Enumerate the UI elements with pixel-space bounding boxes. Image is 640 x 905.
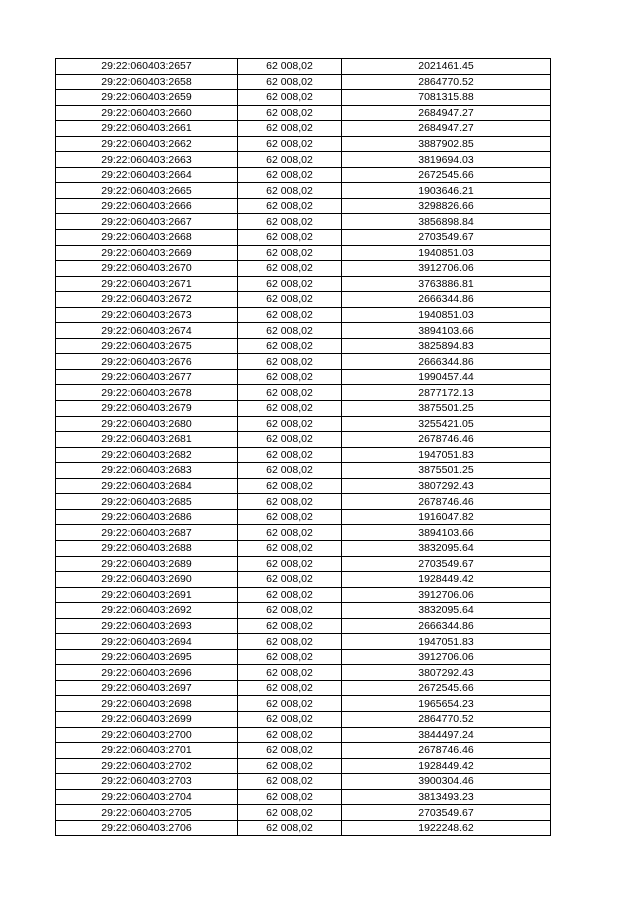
table-row xyxy=(56,820,551,836)
cadastral-number-cell: 29:22:060403:2686 xyxy=(56,509,238,525)
area-cell: 62 008,02 xyxy=(238,727,342,743)
table-row xyxy=(56,618,551,634)
cadastral-number-cell: 29:22:060403:2683 xyxy=(56,463,238,479)
cadastral-number-cell: 29:22:060403:2685 xyxy=(56,494,238,510)
table-row xyxy=(56,214,551,230)
table-row xyxy=(56,634,551,650)
cadastral-number-cell: 29:22:060403:2697 xyxy=(56,680,238,696)
table-row xyxy=(56,758,551,774)
cadastral-number-cell: 29:22:060403:2701 xyxy=(56,743,238,759)
cadastral-value-cell: 3894103.66 xyxy=(342,525,551,541)
area-cell: 62 008,02 xyxy=(238,618,342,634)
cadastral-number-cell: 29:22:060403:2676 xyxy=(56,354,238,370)
cadastral-value-cell: 1947051.83 xyxy=(342,634,551,650)
table-row xyxy=(56,276,551,292)
cadastral-number-cell: 29:22:060403:2691 xyxy=(56,587,238,603)
table-row xyxy=(56,74,551,90)
area-cell: 62 008,02 xyxy=(238,276,342,292)
cadastral-value-table xyxy=(55,58,551,836)
area-cell: 62 008,02 xyxy=(238,198,342,214)
area-cell: 62 008,02 xyxy=(238,121,342,137)
cadastral-number-cell: 29:22:060403:2663 xyxy=(56,152,238,168)
cadastral-value-cell: 1903646.21 xyxy=(342,183,551,199)
table-row xyxy=(56,198,551,214)
area-cell: 62 008,02 xyxy=(238,152,342,168)
cadastral-number-cell: 29:22:060403:2677 xyxy=(56,369,238,385)
area-cell: 62 008,02 xyxy=(238,59,342,75)
table-row xyxy=(56,665,551,681)
table-row xyxy=(56,556,551,572)
area-cell: 62 008,02 xyxy=(238,230,342,246)
table-row xyxy=(56,447,551,463)
area-cell: 62 008,02 xyxy=(238,136,342,152)
cadastral-value-cell: 2684947.27 xyxy=(342,105,551,121)
cadastral-value-cell: 2678746.46 xyxy=(342,743,551,759)
table-row xyxy=(56,478,551,494)
cadastral-number-cell: 29:22:060403:2706 xyxy=(56,820,238,836)
cadastral-value-cell: 2672545.66 xyxy=(342,680,551,696)
table-row xyxy=(56,121,551,137)
table-row xyxy=(56,711,551,727)
area-cell: 62 008,02 xyxy=(238,369,342,385)
table-row xyxy=(56,167,551,183)
area-cell: 62 008,02 xyxy=(238,587,342,603)
cadastral-number-cell: 29:22:060403:2695 xyxy=(56,649,238,665)
area-cell: 62 008,02 xyxy=(238,401,342,417)
area-cell: 62 008,02 xyxy=(238,90,342,106)
area-cell: 62 008,02 xyxy=(238,307,342,323)
table-row xyxy=(56,525,551,541)
area-cell: 62 008,02 xyxy=(238,758,342,774)
area-cell: 62 008,02 xyxy=(238,432,342,448)
table-row xyxy=(56,152,551,168)
cadastral-value-cell: 2703549.67 xyxy=(342,556,551,572)
area-cell: 62 008,02 xyxy=(238,572,342,588)
cadastral-number-cell: 29:22:060403:2694 xyxy=(56,634,238,650)
table-row xyxy=(56,136,551,152)
area-cell: 62 008,02 xyxy=(238,416,342,432)
cadastral-value-cell: 1922248.62 xyxy=(342,820,551,836)
area-cell: 62 008,02 xyxy=(238,494,342,510)
table-row xyxy=(56,261,551,277)
cadastral-value-cell: 3832095.64 xyxy=(342,603,551,619)
cadastral-number-cell: 29:22:060403:2684 xyxy=(56,478,238,494)
cadastral-number-cell: 29:22:060403:2670 xyxy=(56,261,238,277)
table-row xyxy=(56,572,551,588)
table-row xyxy=(56,59,551,75)
table-row xyxy=(56,680,551,696)
cadastral-value-cell: 2877172.13 xyxy=(342,385,551,401)
table-row xyxy=(56,416,551,432)
table-row xyxy=(56,230,551,246)
cadastral-number-cell: 29:22:060403:2688 xyxy=(56,540,238,556)
cadastral-value-cell: 2703549.67 xyxy=(342,230,551,246)
table-row xyxy=(56,696,551,712)
cadastral-number-cell: 29:22:060403:2703 xyxy=(56,774,238,790)
cadastral-value-cell: 2684947.27 xyxy=(342,121,551,137)
cadastral-value-cell: 1990457.44 xyxy=(342,369,551,385)
cadastral-value-cell: 3887902.85 xyxy=(342,136,551,152)
cadastral-value-cell: 2666344.86 xyxy=(342,292,551,308)
table-row xyxy=(56,727,551,743)
cadastral-number-cell: 29:22:060403:2672 xyxy=(56,292,238,308)
cadastral-number-cell: 29:22:060403:2682 xyxy=(56,447,238,463)
area-cell: 62 008,02 xyxy=(238,634,342,650)
cadastral-value-cell: 1928449.42 xyxy=(342,758,551,774)
cadastral-value-cell: 2864770.52 xyxy=(342,711,551,727)
table-row xyxy=(56,338,551,354)
area-cell: 62 008,02 xyxy=(238,167,342,183)
cadastral-number-cell: 29:22:060403:2678 xyxy=(56,385,238,401)
table-row xyxy=(56,743,551,759)
area-cell: 62 008,02 xyxy=(238,789,342,805)
cadastral-value-cell: 2666344.86 xyxy=(342,618,551,634)
cadastral-number-cell: 29:22:060403:2689 xyxy=(56,556,238,572)
cadastral-number-cell: 29:22:060403:2666 xyxy=(56,198,238,214)
table-row xyxy=(56,774,551,790)
table-row xyxy=(56,805,551,821)
cadastral-value-cell: 1947051.83 xyxy=(342,447,551,463)
area-cell: 62 008,02 xyxy=(238,525,342,541)
cadastral-number-cell: 29:22:060403:2668 xyxy=(56,230,238,246)
area-cell: 62 008,02 xyxy=(238,478,342,494)
table-row xyxy=(56,245,551,261)
cadastral-value-cell: 3298826.66 xyxy=(342,198,551,214)
table-row xyxy=(56,463,551,479)
cadastral-number-cell: 29:22:060403:2662 xyxy=(56,136,238,152)
cadastral-number-cell: 29:22:060403:2702 xyxy=(56,758,238,774)
area-cell: 62 008,02 xyxy=(238,105,342,121)
cadastral-number-cell: 29:22:060403:2680 xyxy=(56,416,238,432)
cadastral-value-cell: 3875501.25 xyxy=(342,463,551,479)
area-cell: 62 008,02 xyxy=(238,354,342,370)
table-row xyxy=(56,183,551,199)
cadastral-value-cell: 3900304.46 xyxy=(342,774,551,790)
cadastral-value-cell: 3894103.66 xyxy=(342,323,551,339)
cadastral-value-cell: 1965654.23 xyxy=(342,696,551,712)
area-cell: 62 008,02 xyxy=(238,540,342,556)
table-row xyxy=(56,90,551,106)
area-cell: 62 008,02 xyxy=(238,292,342,308)
table-row xyxy=(56,540,551,556)
area-cell: 62 008,02 xyxy=(238,509,342,525)
cadastral-value-cell: 3763886.81 xyxy=(342,276,551,292)
cadastral-number-cell: 29:22:060403:2660 xyxy=(56,105,238,121)
cadastral-value-cell: 2666344.86 xyxy=(342,354,551,370)
area-cell: 62 008,02 xyxy=(238,696,342,712)
area-cell: 62 008,02 xyxy=(238,338,342,354)
area-cell: 62 008,02 xyxy=(238,261,342,277)
cadastral-number-cell: 29:22:060403:2658 xyxy=(56,74,238,90)
cadastral-number-cell: 29:22:060403:2667 xyxy=(56,214,238,230)
cadastral-value-cell: 3912706.06 xyxy=(342,587,551,603)
cadastral-number-cell: 29:22:060403:2674 xyxy=(56,323,238,339)
cadastral-value-cell: 2703549.67 xyxy=(342,805,551,821)
cadastral-number-cell: 29:22:060403:2664 xyxy=(56,167,238,183)
cadastral-value-cell: 7081315.88 xyxy=(342,90,551,106)
cadastral-number-cell: 29:22:060403:2693 xyxy=(56,618,238,634)
cadastral-number-cell: 29:22:060403:2659 xyxy=(56,90,238,106)
area-cell: 62 008,02 xyxy=(238,820,342,836)
cadastral-number-cell: 29:22:060403:2698 xyxy=(56,696,238,712)
table-row xyxy=(56,649,551,665)
cadastral-number-cell: 29:22:060403:2690 xyxy=(56,572,238,588)
table-row xyxy=(56,494,551,510)
cadastral-number-cell: 29:22:060403:2673 xyxy=(56,307,238,323)
area-cell: 62 008,02 xyxy=(238,74,342,90)
table-row xyxy=(56,432,551,448)
cadastral-value-cell: 1940851.03 xyxy=(342,245,551,261)
table-row xyxy=(56,603,551,619)
table-row xyxy=(56,587,551,603)
cadastral-number-cell: 29:22:060403:2704 xyxy=(56,789,238,805)
table-row xyxy=(56,323,551,339)
area-cell: 62 008,02 xyxy=(238,649,342,665)
cadastral-number-cell: 29:22:060403:2657 xyxy=(56,59,238,75)
cadastral-value-cell: 3807292.43 xyxy=(342,665,551,681)
cadastral-number-cell: 29:22:060403:2681 xyxy=(56,432,238,448)
area-cell: 62 008,02 xyxy=(238,183,342,199)
area-cell: 62 008,02 xyxy=(238,805,342,821)
cadastral-value-cell: 2678746.46 xyxy=(342,494,551,510)
cadastral-number-cell: 29:22:060403:2696 xyxy=(56,665,238,681)
cadastral-value-cell: 2021461.45 xyxy=(342,59,551,75)
cadastral-value-cell: 3856898.84 xyxy=(342,214,551,230)
cadastral-value-cell: 3844497.24 xyxy=(342,727,551,743)
cadastral-number-cell: 29:22:060403:2692 xyxy=(56,603,238,619)
cadastral-value-cell: 2864770.52 xyxy=(342,74,551,90)
area-cell: 62 008,02 xyxy=(238,323,342,339)
cadastral-number-cell: 29:22:060403:2700 xyxy=(56,727,238,743)
cadastral-value-cell: 3912706.06 xyxy=(342,649,551,665)
table-body xyxy=(56,59,551,836)
area-cell: 62 008,02 xyxy=(238,603,342,619)
area-cell: 62 008,02 xyxy=(238,711,342,727)
area-cell: 62 008,02 xyxy=(238,214,342,230)
area-cell: 62 008,02 xyxy=(238,665,342,681)
cadastral-number-cell: 29:22:060403:2665 xyxy=(56,183,238,199)
cadastral-value-cell: 3825894.83 xyxy=(342,338,551,354)
cadastral-number-cell: 29:22:060403:2699 xyxy=(56,711,238,727)
cadastral-value-cell: 3807292.43 xyxy=(342,478,551,494)
area-cell: 62 008,02 xyxy=(238,680,342,696)
area-cell: 62 008,02 xyxy=(238,463,342,479)
cadastral-number-cell: 29:22:060403:2705 xyxy=(56,805,238,821)
cadastral-value-cell: 1916047.82 xyxy=(342,509,551,525)
cadastral-value-cell: 2678746.46 xyxy=(342,432,551,448)
table-row xyxy=(56,307,551,323)
table-row xyxy=(56,369,551,385)
cadastral-value-cell: 3813493.23 xyxy=(342,789,551,805)
cadastral-number-cell: 29:22:060403:2679 xyxy=(56,401,238,417)
cadastral-number-cell: 29:22:060403:2661 xyxy=(56,121,238,137)
cadastral-number-cell: 29:22:060403:2669 xyxy=(56,245,238,261)
table-row xyxy=(56,789,551,805)
area-cell: 62 008,02 xyxy=(238,447,342,463)
area-cell: 62 008,02 xyxy=(238,774,342,790)
cadastral-value-cell: 3819694.03 xyxy=(342,152,551,168)
table-row xyxy=(56,385,551,401)
cadastral-value-cell: 1940851.03 xyxy=(342,307,551,323)
cadastral-value-cell: 3912706.06 xyxy=(342,261,551,277)
table-row xyxy=(56,401,551,417)
cadastral-value-cell: 3832095.64 xyxy=(342,540,551,556)
table-row xyxy=(56,292,551,308)
table-row xyxy=(56,354,551,370)
cadastral-number-cell: 29:22:060403:2687 xyxy=(56,525,238,541)
table-row xyxy=(56,509,551,525)
cadastral-value-cell: 2672545.66 xyxy=(342,167,551,183)
cadastral-number-cell: 29:22:060403:2671 xyxy=(56,276,238,292)
area-cell: 62 008,02 xyxy=(238,556,342,572)
cadastral-value-cell: 3875501.25 xyxy=(342,401,551,417)
area-cell: 62 008,02 xyxy=(238,245,342,261)
table-row xyxy=(56,105,551,121)
cadastral-number-cell: 29:22:060403:2675 xyxy=(56,338,238,354)
area-cell: 62 008,02 xyxy=(238,743,342,759)
cadastral-value-cell: 3255421.05 xyxy=(342,416,551,432)
cadastral-value-cell: 1928449.42 xyxy=(342,572,551,588)
area-cell: 62 008,02 xyxy=(238,385,342,401)
